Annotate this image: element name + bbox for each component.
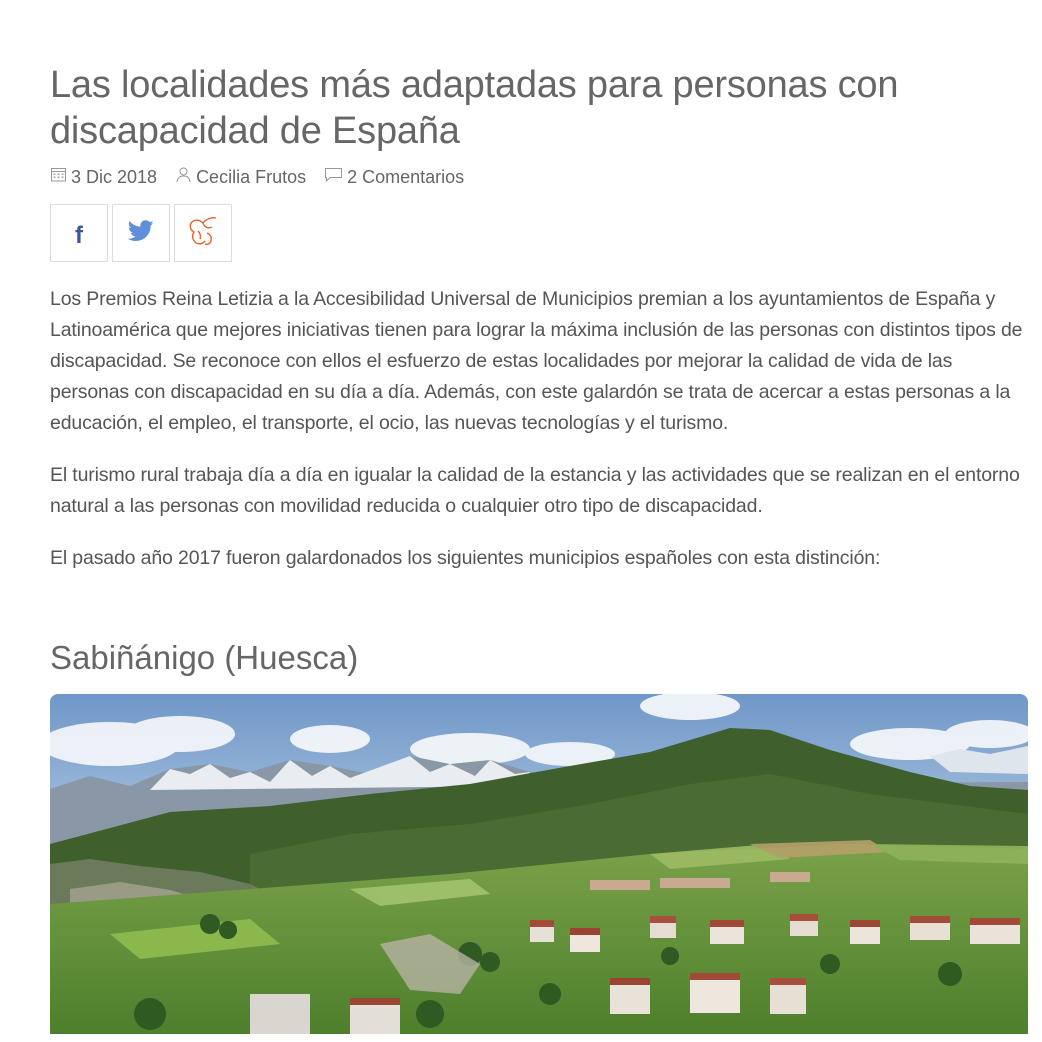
calendar-icon xyxy=(50,166,71,188)
sabinanigo-landscape-image xyxy=(50,694,1028,1034)
article-body xyxy=(50,284,1030,574)
article-title: Las localidades más adaptadas para personas con discapacidad de España xyxy=(50,64,899,152)
facebook-icon: f xyxy=(75,222,83,249)
paragraph: El pasado año 2017 fueron galardonados los siguientes municipios españoles con esta distinción: xyxy=(50,547,881,569)
share-facebook-button[interactable] xyxy=(50,204,108,262)
user-icon xyxy=(175,166,196,188)
meta-author[interactable] xyxy=(175,166,306,188)
twitter-icon xyxy=(128,220,154,247)
meta-comments-text[interactable]: 2 Comentarios xyxy=(347,166,465,187)
meta-date xyxy=(50,166,157,188)
share-twitter-button[interactable] xyxy=(112,204,170,262)
section-heading: Sabiñánigo (Huesca) xyxy=(50,639,359,676)
paragraph: Los Premios Reina Letizia a la Accesibilidad Universal de Municipios premian a los ayuntamientos de España y Latinoamérica que mejores iniciativas tienen para lograr la máxima inclusión de las personas con distintos tipos de discapacidad. Se reconoce con ellos el esfuerzo de estas localidades por mejorar la calidad de vida de las personas con discapacidad en su día a día. Además, con este galardón se trata de acercar a estas personas a la educación, el empleo, el transporte, el ocio, las nuevas tecnologías y el turismo. xyxy=(50,288,1023,434)
share-meneame-button[interactable] xyxy=(174,204,232,262)
article-meta xyxy=(50,166,1030,188)
meta-comments[interactable] xyxy=(324,166,464,188)
meta-date-text: 3 Dic 2018 xyxy=(71,166,158,187)
article xyxy=(50,0,1030,1034)
comment-icon xyxy=(324,166,347,188)
paragraph: El turismo rural trabaja día a día en igualar la calidad de la estancia y las actividades que se realizan en el entorno natural a las personas con movilidad reducida o cualquier otro tipo de discapacidad. xyxy=(50,464,1020,517)
meta-author-name[interactable]: Cecilia Frutos xyxy=(196,166,307,187)
meneame-icon xyxy=(186,214,220,253)
share-buttons xyxy=(50,204,1030,262)
